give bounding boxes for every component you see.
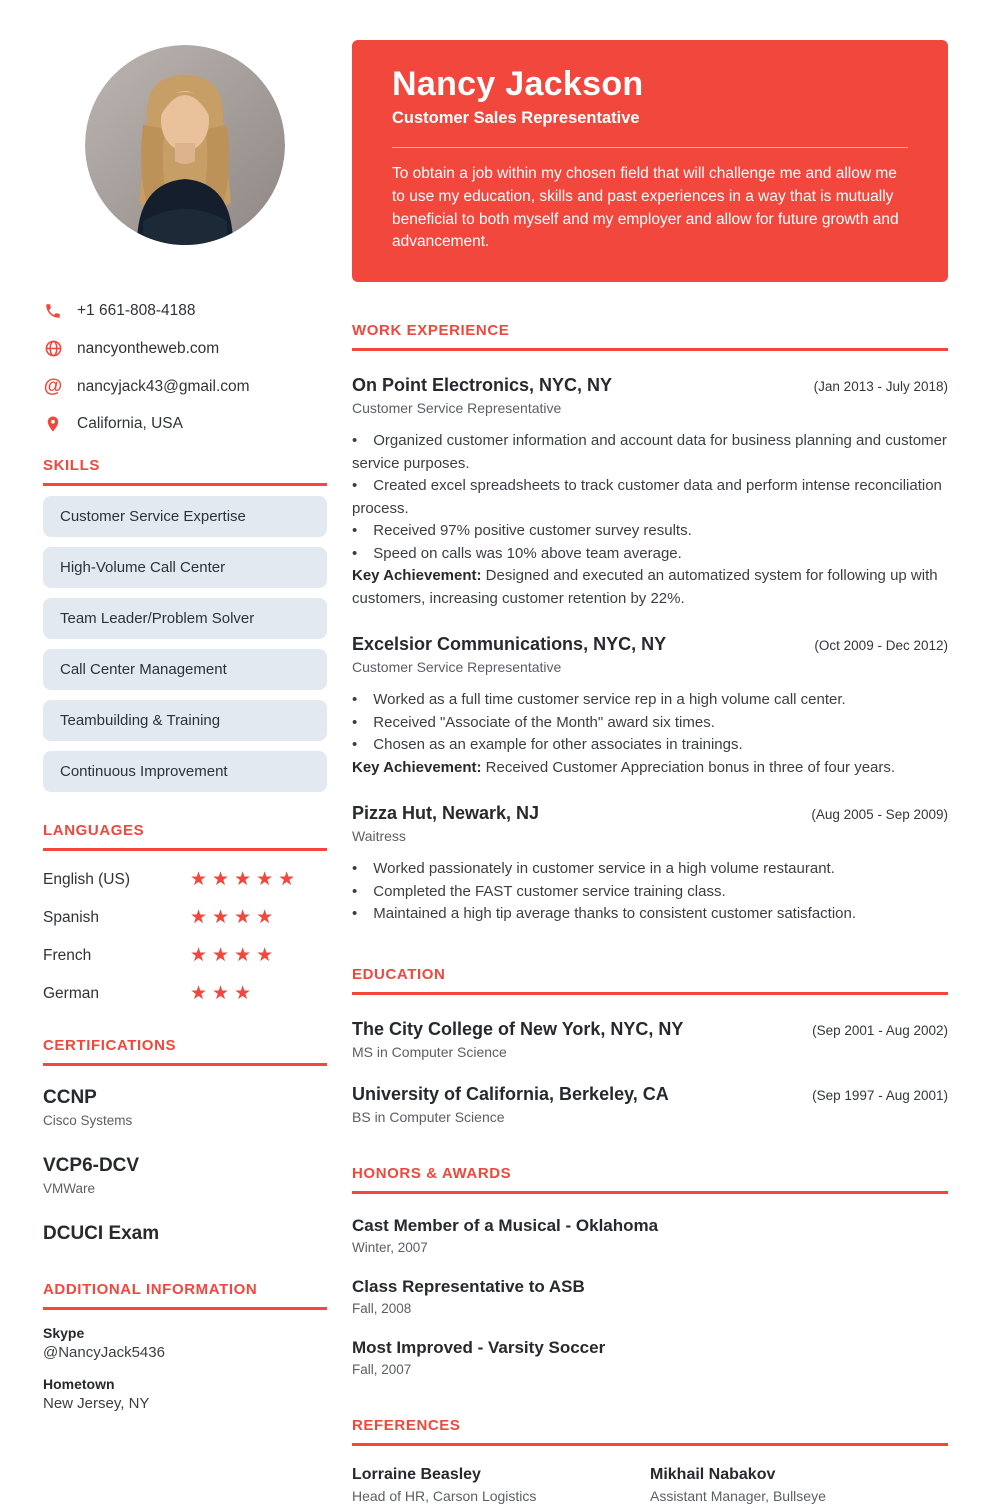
objective-text: To obtain a job within my chosen field that will challenge me and allow me to use my education, skills and past experiences in a way that is mutually beneficial to both myself and my employer and allow for future growth and advancement. bbox=[392, 165, 899, 251]
job-entry bbox=[352, 803, 948, 926]
job-bullet: • Speed on calls was 10% above team average. bbox=[352, 543, 948, 566]
additional-info-item bbox=[43, 1325, 327, 1361]
language-row bbox=[43, 946, 327, 965]
honors-heading: HONORS & AWARDS bbox=[352, 1164, 512, 1182]
location-pin-icon bbox=[43, 415, 63, 433]
education-header bbox=[352, 1084, 948, 1105]
job-role: Customer Service Representative bbox=[352, 659, 562, 676]
section-divider bbox=[352, 992, 948, 995]
contact-email: nancyjack43@gmail.com bbox=[77, 377, 250, 395]
job-bullet: • Received 97% positive customer survey results. bbox=[352, 520, 948, 543]
job-role: Customer Service Representative bbox=[352, 400, 562, 417]
reference-role: Head of HR, Carson Logistics bbox=[352, 1487, 537, 1504]
header-divider bbox=[392, 147, 908, 148]
job-bullet: • Worked as a full time customer service rep in a high volume call center. bbox=[352, 689, 948, 712]
section-divider bbox=[43, 1063, 327, 1066]
job-header bbox=[352, 375, 948, 396]
references-row bbox=[352, 1466, 948, 1504]
contact-row-location bbox=[43, 415, 327, 433]
key-achievement-text: Designed and executed an automatized system for following up with customers, increasing customer retention by 22%. bbox=[352, 567, 938, 607]
globe-icon bbox=[43, 339, 63, 358]
award-entry bbox=[352, 1338, 948, 1377]
additional-info-item bbox=[43, 1376, 327, 1412]
education-entry bbox=[352, 1084, 948, 1125]
job-header bbox=[352, 634, 948, 655]
contact-info bbox=[43, 302, 327, 433]
education-entry bbox=[352, 1019, 948, 1060]
additional-info-label: Skype bbox=[43, 1325, 85, 1341]
section-divider bbox=[352, 1443, 948, 1446]
degree: MS in Computer Science bbox=[352, 1043, 507, 1060]
certification-item bbox=[43, 1087, 327, 1128]
skill-pill: Continuous Improvement bbox=[43, 751, 327, 792]
additional-info-label: Hometown bbox=[43, 1376, 115, 1392]
job-bullet: • Worked passionately in customer service in a high volume restaurant. bbox=[352, 858, 948, 881]
skill-pill: Teambuilding & Training bbox=[43, 700, 327, 741]
main-column bbox=[352, 40, 948, 1504]
education-header bbox=[352, 1019, 948, 1040]
job-bullet: • Organized customer information and account data for business planning and customer service purposes. bbox=[352, 430, 948, 475]
certifications-heading: CERTIFICATIONS bbox=[43, 1037, 177, 1054]
award-date: Fall, 2007 bbox=[352, 1361, 412, 1377]
additional-info-heading: ADDITIONAL INFORMATION bbox=[43, 1281, 258, 1298]
candidate-name: Nancy Jackson bbox=[392, 65, 644, 103]
references-heading: REFERENCES bbox=[352, 1416, 461, 1434]
candidate-title: Customer Sales Representative bbox=[392, 109, 640, 128]
references-section bbox=[352, 1417, 948, 1504]
header-card bbox=[352, 40, 948, 282]
sidebar bbox=[43, 40, 327, 1504]
section-divider bbox=[43, 483, 327, 486]
job-bullet-list bbox=[352, 689, 948, 757]
section-divider bbox=[352, 348, 948, 351]
additional-info-value: New Jersey, NY bbox=[43, 1395, 150, 1412]
contact-row-email bbox=[43, 377, 327, 396]
key-achievement-label: Key Achievement: bbox=[352, 758, 482, 776]
job-entry bbox=[352, 634, 948, 779]
job-dates: (Aug 2005 - Sep 2009) bbox=[811, 807, 948, 823]
skills-section bbox=[43, 457, 327, 792]
job-bullet: • Chosen as an example for other associates in trainings. bbox=[352, 734, 948, 757]
language-row bbox=[43, 870, 327, 889]
skill-pill: Call Center Management bbox=[43, 649, 327, 690]
phone-icon bbox=[43, 302, 63, 320]
at-sign-icon: @ bbox=[43, 376, 63, 397]
job-bullet: • Maintained a high tip average thanks to consistent customer satisfaction. bbox=[352, 903, 948, 926]
certification-org: Cisco Systems bbox=[43, 1113, 133, 1128]
certifications-section bbox=[43, 1037, 327, 1245]
certification-item bbox=[43, 1223, 327, 1245]
reference-name: Lorraine Beasley bbox=[352, 1465, 481, 1483]
reference-role: Assistant Manager, Bullseye bbox=[650, 1487, 826, 1504]
star-rating: ★★★★★ bbox=[190, 869, 301, 890]
skill-pill: Team Leader/Problem Solver bbox=[43, 598, 327, 639]
award-name: Class Representative to ASB bbox=[352, 1276, 585, 1296]
job-entry bbox=[352, 375, 948, 610]
award-name: Most Improved - Varsity Soccer bbox=[352, 1337, 606, 1357]
job-role: Waitress bbox=[352, 828, 406, 845]
language-row bbox=[43, 908, 327, 927]
job-bullet-list bbox=[352, 430, 948, 565]
award-entry bbox=[352, 1216, 948, 1255]
skill-pill: High-Volume Call Center bbox=[43, 547, 327, 588]
degree: BS in Computer Science bbox=[352, 1108, 505, 1125]
star-rating: ★★★★ bbox=[190, 945, 279, 966]
contact-row-website bbox=[43, 339, 327, 358]
profile-photo bbox=[85, 45, 285, 245]
honors-section bbox=[352, 1165, 948, 1377]
key-achievement-text: Received Customer Appreciation bonus in three of four years. bbox=[485, 758, 896, 776]
certification-org: VMWare bbox=[43, 1181, 96, 1196]
section-divider bbox=[352, 1191, 948, 1194]
certification-name: VCP6-DCV bbox=[43, 1155, 140, 1176]
job-header bbox=[352, 803, 948, 824]
reference-entry bbox=[352, 1466, 650, 1504]
skills-heading: SKILLS bbox=[43, 457, 100, 474]
award-date: Fall, 2008 bbox=[352, 1300, 412, 1316]
key-achievement bbox=[352, 565, 948, 610]
certification-name: CCNP bbox=[43, 1087, 97, 1108]
section-divider bbox=[43, 848, 327, 851]
education-section bbox=[352, 966, 948, 1125]
job-dates: (Jan 2013 - July 2018) bbox=[813, 379, 948, 395]
job-bullet: • Received "Associate of the Month" award six times. bbox=[352, 712, 948, 735]
award-entry bbox=[352, 1277, 948, 1316]
work-experience-heading: WORK EXPERIENCE bbox=[352, 322, 510, 340]
language-name: Spanish bbox=[43, 908, 100, 926]
languages-section bbox=[43, 822, 327, 1003]
reference-name: Mikhail Nabakov bbox=[650, 1465, 776, 1483]
job-company: Excelsior Communications, NYC, NY bbox=[352, 634, 667, 655]
job-bullet-list bbox=[352, 858, 948, 926]
languages-heading: LANGUAGES bbox=[43, 822, 145, 839]
work-experience-section bbox=[352, 322, 948, 926]
award-date: Winter, 2007 bbox=[352, 1239, 428, 1255]
school-name: University of California, Berkeley, CA bbox=[352, 1083, 669, 1104]
reference-entry bbox=[650, 1466, 948, 1504]
language-row bbox=[43, 984, 327, 1003]
job-company: Pizza Hut, Newark, NJ bbox=[352, 803, 540, 824]
job-company: On Point Electronics, NYC, NY bbox=[352, 375, 613, 396]
contact-phone: +1 661-808-4188 bbox=[77, 302, 196, 319]
additional-info-section bbox=[43, 1281, 327, 1412]
award-name: Cast Member of a Musical - Oklahoma bbox=[352, 1215, 659, 1235]
key-achievement-label: Key Achievement: bbox=[352, 567, 482, 585]
star-rating: ★★★ bbox=[190, 983, 257, 1004]
certification-name: DCUCI Exam bbox=[43, 1223, 160, 1244]
language-name: German bbox=[43, 984, 99, 1002]
language-name: English (US) bbox=[43, 870, 130, 888]
skill-pill: Customer Service Expertise bbox=[43, 496, 327, 537]
job-bullet: • Completed the FAST customer service training class. bbox=[352, 881, 948, 904]
contact-location: California, USA bbox=[77, 415, 183, 432]
job-bullet: • Created excel spreadsheets to track customer data and perform intense reconciliation process. bbox=[352, 475, 948, 520]
language-name: French bbox=[43, 946, 92, 964]
school-dates: (Sep 2001 - Aug 2002) bbox=[812, 1022, 948, 1038]
contact-website: nancyontheweb.com bbox=[77, 339, 220, 357]
certification-item bbox=[43, 1155, 327, 1196]
additional-info-value: @NancyJack5436 bbox=[43, 1344, 165, 1361]
key-achievement bbox=[352, 757, 948, 780]
contact-row-phone bbox=[43, 302, 327, 320]
star-rating: ★★★★ bbox=[190, 907, 279, 928]
section-divider bbox=[43, 1307, 327, 1310]
job-dates: (Oct 2009 - Dec 2012) bbox=[814, 638, 948, 654]
school-name: The City College of New York, NYC, NY bbox=[352, 1018, 684, 1039]
education-heading: EDUCATION bbox=[352, 965, 446, 983]
profile-photo-illustration bbox=[85, 45, 285, 245]
school-dates: (Sep 1997 - Aug 2001) bbox=[812, 1087, 948, 1103]
